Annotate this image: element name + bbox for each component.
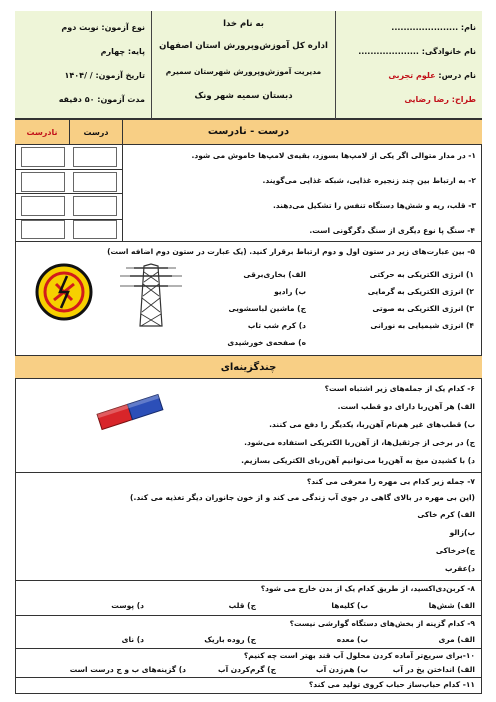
q6-option-d[interactable]: د) با کشیدن میخ به آهن‌ربا می‌توانیم آهن‌ربای الکتریکی بسازیم. <box>241 456 475 465</box>
match-right-5: ه) صفحه‌ی خورشیدی <box>227 338 306 347</box>
q11-prompt: ۱۱- کدام حباب‌ساز حباب کروی تولید می کند؟ <box>308 680 475 689</box>
q7-option-d[interactable]: د)عقرب <box>445 564 475 573</box>
electricity-logo-icon <box>34 262 94 322</box>
q10-option-a[interactable]: الف) انداختن یخ در آب <box>392 665 475 674</box>
col-true-header: درست <box>69 120 123 144</box>
answer-grid <box>15 145 123 219</box>
true-checkbox[interactable] <box>73 220 117 239</box>
true-checkbox[interactable] <box>73 172 117 192</box>
mc-title: چندگزینه‌ای <box>220 362 277 373</box>
false-checkbox[interactable] <box>21 220 65 239</box>
q7-description: (این بی مهره در بالای گاهی در جوی آب زندگی می کند و از خون جانوران دیگر تغذیه می کند.) <box>130 493 475 502</box>
exam-date: تاریخ آزمون: / /۱۴۰۴ <box>64 71 145 80</box>
false-checkbox[interactable] <box>21 147 65 167</box>
student-name: نام: ...................... <box>391 23 476 32</box>
tf-section <box>15 145 482 219</box>
true-checkbox[interactable] <box>73 147 117 167</box>
answer-row <box>15 219 123 241</box>
basmala: به نام خدا <box>223 19 264 29</box>
exam-info <box>15 11 151 119</box>
grade: پایه: چهارم <box>100 47 145 56</box>
org-name: اداره کل آموزش‌وپرورش استان اصفهان <box>159 41 328 51</box>
divider <box>15 615 482 616</box>
lesson-row <box>388 71 476 80</box>
q6-option-a[interactable]: الف) هر آهن‌ربا دارای دو قطب است. <box>337 402 475 411</box>
match-prompt: ۵- بین عبارت‌های زیر در ستون اول و دوم ارتباط برقرار کنید. (یک عبارت در ستون دوم اضافه است) <box>107 247 475 256</box>
tf-question-2: ۲- به ارتباط بین چند زنجیره غذایی، شبکه غذایی می‌گویند. <box>262 176 476 185</box>
q10-option-d[interactable]: د) گزینه‌های ب و ج درست است <box>69 665 186 674</box>
tf-question-3: ۳- قلب، ریه و شش‌ها دستگاه تنفس را تشکیل می‌دهند. <box>272 201 476 210</box>
answer-row <box>15 194 123 219</box>
q9-option-a[interactable]: الف) مری <box>438 635 475 644</box>
false-checkbox[interactable] <box>21 196 65 216</box>
q7-option-a[interactable]: الف) کرم خاکی <box>417 510 475 519</box>
student-family: نام خانوادگی: .................... <box>358 47 476 56</box>
q9-prompt: ۹- کدام گزینه از بخش‌های دستگاه گوارشی نیست؟ <box>289 619 475 628</box>
q8-option-b[interactable]: ب) کلیه‌ها <box>331 601 368 610</box>
q10-prompt: ۱۰-برای سریع‌تر آماده کردن محلول آب قند بهتر است چه کنیم؟ <box>243 651 475 660</box>
lesson-name: علوم تجربی <box>388 71 436 80</box>
divider <box>15 472 482 473</box>
q7-option-c[interactable]: ج)خرخاکی <box>435 546 475 555</box>
tf-question-4: ۴- سنگ پا نوع دیگری از سنگ دگرگونی است. <box>309 226 475 235</box>
divider <box>15 648 482 649</box>
tf-title: درست - نادرست <box>207 126 290 137</box>
exam-type: نوع آزمون: نوبت دوم <box>61 23 145 32</box>
exam-header <box>15 11 482 119</box>
match-left-4: ۴) انرژی شیمیایی به نورانی <box>370 321 474 330</box>
answer-row <box>15 145 123 170</box>
dept-name: مدیریت آموزش‌وپرورش شهرستان سمیرم <box>165 67 322 76</box>
q9-option-c[interactable]: ج) روده باریک <box>204 635 256 644</box>
tf-question-1: ۱- در مدار متوالی اگر یکی از لامپ‌ها بسوزد، بقیه‌ی لامپ‌ها خاموش می شود. <box>191 151 476 160</box>
power-tower-icon <box>120 262 182 328</box>
school-name: دبستان سمیه شهر ونک <box>194 91 293 101</box>
q8-option-c[interactable]: ج) قلب <box>228 601 256 610</box>
q10-option-c[interactable]: ج) گرم‌کردن آب <box>218 665 276 674</box>
q7-option-b[interactable]: ب)زالو <box>449 528 475 537</box>
mc-title-bar <box>15 355 482 379</box>
q8-prompt: ۸- کربن‌دی‌اکسید، از طریق کدام یک از بدن خارج می شود؟ <box>260 584 475 593</box>
divider <box>15 580 482 581</box>
false-checkbox[interactable] <box>21 172 65 192</box>
q9-option-b[interactable]: ب) معده <box>336 635 368 644</box>
match-left-1: ۱) انرژی الکتریکی به حرکتی <box>369 270 474 279</box>
q6-option-b[interactable]: ب) قطب‌های غیر هم‌نام آهن‌ربا، یکدیگر را دفع می کنند. <box>269 420 475 429</box>
q6-option-c[interactable]: ج) در برخی از جرثقیل‌ها، از آهن‌ربا الکتریکی استفاده می‌شود. <box>244 438 475 447</box>
q7-prompt: ۷- جمله زیر کدام بی مهره را معرفی می کند؟ <box>306 477 475 486</box>
true-checkbox[interactable] <box>73 196 117 216</box>
match-left-3: ۳) انرژی الکتریکی به صوتی <box>372 304 474 313</box>
match-right-2: ب) رادیو <box>274 287 306 296</box>
match-right-1: الف) بخاری‌برقی <box>243 270 306 279</box>
match-right-3: ج) ماشین لباسشویی <box>228 304 306 313</box>
tf-title-bar <box>15 119 482 145</box>
col-false-header: نادرست <box>26 128 58 137</box>
divider <box>15 677 482 678</box>
designer-row <box>404 95 476 104</box>
q8-option-d[interactable]: د) پوست <box>111 601 144 610</box>
answer-row <box>15 170 123 195</box>
student-info <box>335 11 482 119</box>
divider <box>15 241 482 242</box>
q9-option-d[interactable]: د) نای <box>121 635 144 644</box>
exam-duration: مدت آزمون: ۵۰ دقیقه <box>58 95 145 104</box>
match-right-4: د) کرم شب تاب <box>247 321 306 330</box>
designer-name: رضا رضایی <box>404 95 449 104</box>
magnet-icon <box>92 392 168 432</box>
school-info <box>151 11 335 119</box>
match-left-2: ۲) انرژی الکتریکی به گرمایی <box>367 287 474 296</box>
lesson-label: نام درس: <box>438 71 476 80</box>
q6-prompt: ۶- کدام یک از جمله‌های زیر اشتباه است؟ <box>324 384 475 393</box>
designer-label: طراح: <box>451 95 476 104</box>
q8-option-a[interactable]: الف) شش‌ها <box>428 601 475 610</box>
q10-option-b[interactable]: ب) هم‌زدن آب <box>316 665 368 674</box>
